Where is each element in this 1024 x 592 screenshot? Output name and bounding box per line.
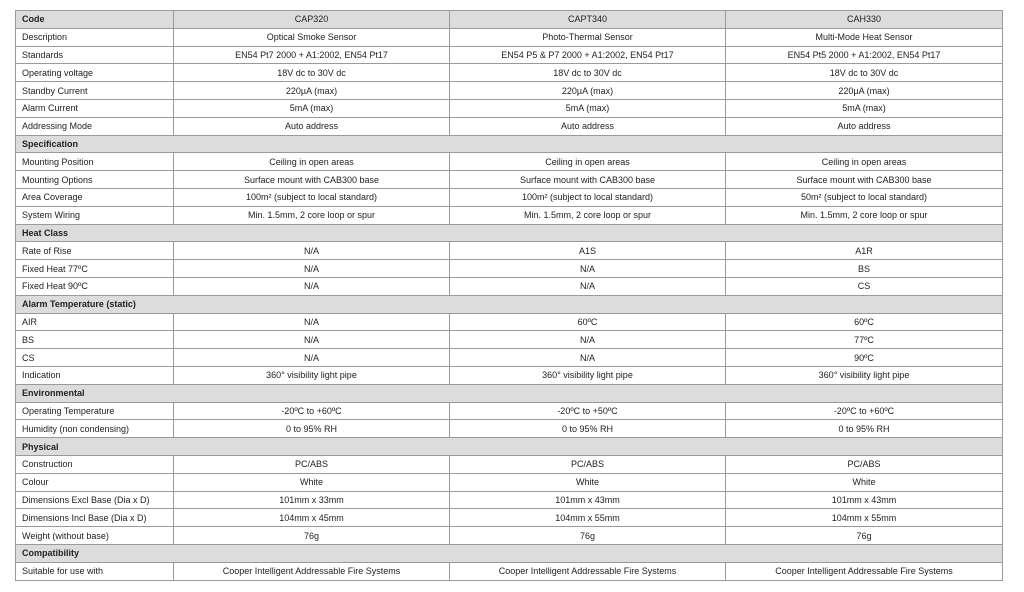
row-label: Alarm Current	[16, 99, 174, 117]
row-value-capt340: 76g	[450, 527, 726, 545]
table-row	[16, 28, 1003, 46]
row-label: Standby Current	[16, 82, 174, 100]
row-value-cap320: 5mA (max)	[174, 99, 450, 117]
row-label: Colour	[16, 473, 174, 491]
row-value-cap320: N/A	[174, 242, 450, 260]
row-value-cap320: Cooper Intelligent Addressable Fire Systems	[174, 562, 450, 580]
row-value-cah330: A1R	[726, 242, 1003, 260]
row-label: CS	[16, 349, 174, 367]
table-row	[16, 527, 1003, 545]
row-value-cap320: 0 to 95% RH	[174, 420, 450, 438]
row-value-capt340: Auto address	[450, 117, 726, 135]
row-label: Area Coverage	[16, 188, 174, 206]
row-value-cah330: 90ºC	[726, 349, 1003, 367]
row-value-cap320: Min. 1.5mm, 2 core loop or spur	[174, 206, 450, 224]
header-model-capt340: CAPT340	[450, 11, 726, 29]
table-row	[16, 331, 1003, 349]
table-header-row	[16, 11, 1003, 29]
row-value-capt340: N/A	[450, 331, 726, 349]
table-row	[16, 473, 1003, 491]
table-row	[16, 402, 1003, 420]
row-value-capt340: -20ºC to +50ºC	[450, 402, 726, 420]
row-value-cah330: Cooper Intelligent Addressable Fire Systems	[726, 562, 1003, 580]
row-value-cah330: Multi-Mode Heat Sensor	[726, 28, 1003, 46]
row-value-capt340: EN54 P5 & P7 2000 + A1:2002, EN54 Pt17	[450, 46, 726, 64]
row-value-cap320: Auto address	[174, 117, 450, 135]
row-label: AIR	[16, 313, 174, 331]
row-value-capt340: A1S	[450, 242, 726, 260]
row-value-cap320: 18V dc to 30V dc	[174, 64, 450, 82]
table-row	[16, 64, 1003, 82]
section-row	[16, 224, 1003, 242]
row-label: Dimensions Excl Base (Dia x D)	[16, 491, 174, 509]
section-row	[16, 135, 1003, 153]
header-model-cah330: CAH330	[726, 11, 1003, 29]
table-row	[16, 171, 1003, 189]
row-value-cap320: N/A	[174, 331, 450, 349]
table-row	[16, 153, 1003, 171]
table-row	[16, 82, 1003, 100]
row-value-cap320: 100m² (subject to local standard)	[174, 188, 450, 206]
row-value-capt340: Ceiling in open areas	[450, 153, 726, 171]
row-label: Addressing Mode	[16, 117, 174, 135]
row-label: Operating voltage	[16, 64, 174, 82]
row-value-cah330: Surface mount with CAB300 base	[726, 171, 1003, 189]
row-value-cap320: 76g	[174, 527, 450, 545]
table-row	[16, 455, 1003, 473]
row-value-capt340: Photo-Thermal Sensor	[450, 28, 726, 46]
row-value-cah330: 50m² (subject to local standard)	[726, 188, 1003, 206]
row-value-cah330: 104mm x 55mm	[726, 509, 1003, 527]
row-value-capt340: N/A	[450, 277, 726, 295]
row-value-capt340: 18V dc to 30V dc	[450, 64, 726, 82]
row-value-cap320: -20ºC to +60ºC	[174, 402, 450, 420]
row-value-cah330: 101mm x 43mm	[726, 491, 1003, 509]
row-label: Standards	[16, 46, 174, 64]
row-value-cah330: -20ºC to +60ºC	[726, 402, 1003, 420]
table-row	[16, 46, 1003, 64]
header-model-cap320: CAP320	[174, 11, 450, 29]
spec-table-body	[16, 11, 1003, 581]
row-value-capt340: 101mm x 43mm	[450, 491, 726, 509]
row-label: Fixed Heat 77ºC	[16, 260, 174, 278]
row-label: Operating Temperature	[16, 402, 174, 420]
table-row	[16, 349, 1003, 367]
row-value-cah330: 360° visibility light pipe	[726, 366, 1003, 384]
row-value-cap320: 101mm x 33mm	[174, 491, 450, 509]
row-value-cah330: EN54 Pt5 2000 + A1:2002, EN54 Pt17	[726, 46, 1003, 64]
section-row	[16, 295, 1003, 313]
row-value-capt340: 0 to 95% RH	[450, 420, 726, 438]
table-row	[16, 188, 1003, 206]
row-value-capt340: N/A	[450, 260, 726, 278]
section-title: Environmental	[16, 384, 1003, 402]
row-value-capt340: 104mm x 55mm	[450, 509, 726, 527]
table-row	[16, 366, 1003, 384]
row-value-capt340: White	[450, 473, 726, 491]
section-row	[16, 544, 1003, 562]
row-value-cah330: 77ºC	[726, 331, 1003, 349]
row-value-cap320: N/A	[174, 313, 450, 331]
row-value-cah330: White	[726, 473, 1003, 491]
row-label: Indication	[16, 366, 174, 384]
section-title: Heat Class	[16, 224, 1003, 242]
table-row	[16, 242, 1003, 260]
row-value-capt340: N/A	[450, 349, 726, 367]
table-row	[16, 491, 1003, 509]
spec-table	[15, 10, 1003, 581]
row-value-cah330: 5mA (max)	[726, 99, 1003, 117]
row-value-capt340: 60ºC	[450, 313, 726, 331]
row-value-capt340: 360° visibility light pipe	[450, 366, 726, 384]
section-row	[16, 384, 1003, 402]
table-row	[16, 277, 1003, 295]
row-value-cah330: 0 to 95% RH	[726, 420, 1003, 438]
row-value-cah330: 76g	[726, 527, 1003, 545]
row-value-cap320: 360° visibility light pipe	[174, 366, 450, 384]
row-value-cah330: PC/ABS	[726, 455, 1003, 473]
section-title: Compatibility	[16, 544, 1003, 562]
table-row	[16, 206, 1003, 224]
row-value-capt340: 5mA (max)	[450, 99, 726, 117]
row-value-cap320: Optical Smoke Sensor	[174, 28, 450, 46]
row-value-capt340: Cooper Intelligent Addressable Fire Systems	[450, 562, 726, 580]
row-value-cap320: 220µA (max)	[174, 82, 450, 100]
row-label: Dimensions Incl Base (Dia x D)	[16, 509, 174, 527]
row-label: Weight (without base)	[16, 527, 174, 545]
row-value-cap320: N/A	[174, 349, 450, 367]
row-value-capt340: PC/ABS	[450, 455, 726, 473]
row-value-cap320: White	[174, 473, 450, 491]
table-row	[16, 509, 1003, 527]
row-value-cah330: Min. 1.5mm, 2 core loop or spur	[726, 206, 1003, 224]
row-value-capt340: 220µA (max)	[450, 82, 726, 100]
row-label: Description	[16, 28, 174, 46]
row-value-cah330: BS	[726, 260, 1003, 278]
row-value-cah330: CS	[726, 277, 1003, 295]
section-row	[16, 438, 1003, 456]
row-value-cah330: 60ºC	[726, 313, 1003, 331]
row-value-cap320: 104mm x 45mm	[174, 509, 450, 527]
section-title: Specification	[16, 135, 1003, 153]
row-label: Suitable for use with	[16, 562, 174, 580]
row-value-capt340: Surface mount with CAB300 base	[450, 171, 726, 189]
table-row	[16, 117, 1003, 135]
row-value-cap320: Surface mount with CAB300 base	[174, 171, 450, 189]
row-label: Mounting Position	[16, 153, 174, 171]
row-label: System Wiring	[16, 206, 174, 224]
table-row	[16, 99, 1003, 117]
row-value-cap320: PC/ABS	[174, 455, 450, 473]
table-row	[16, 260, 1003, 278]
row-value-cah330: 220µA (max)	[726, 82, 1003, 100]
header-code-label: Code	[16, 11, 174, 29]
row-label: Humidity (non condensing)	[16, 420, 174, 438]
row-label: BS	[16, 331, 174, 349]
row-label: Fixed Heat 90ºC	[16, 277, 174, 295]
section-title: Alarm Temperature (static)	[16, 295, 1003, 313]
table-row	[16, 562, 1003, 580]
row-value-capt340: Min. 1.5mm, 2 core loop or spur	[450, 206, 726, 224]
row-value-cap320: N/A	[174, 277, 450, 295]
row-value-cah330: Auto address	[726, 117, 1003, 135]
row-value-cah330: Ceiling in open areas	[726, 153, 1003, 171]
row-label: Mounting Options	[16, 171, 174, 189]
row-value-cap320: EN54 Pt7 2000 + A1:2002, EN54 Pt17	[174, 46, 450, 64]
row-label: Construction	[16, 455, 174, 473]
table-row	[16, 420, 1003, 438]
row-label: Rate of Rise	[16, 242, 174, 260]
row-value-cap320: N/A	[174, 260, 450, 278]
row-value-capt340: 100m² (subject to local standard)	[450, 188, 726, 206]
section-title: Physical	[16, 438, 1003, 456]
table-row	[16, 313, 1003, 331]
row-value-cap320: Ceiling in open areas	[174, 153, 450, 171]
row-value-cah330: 18V dc to 30V dc	[726, 64, 1003, 82]
